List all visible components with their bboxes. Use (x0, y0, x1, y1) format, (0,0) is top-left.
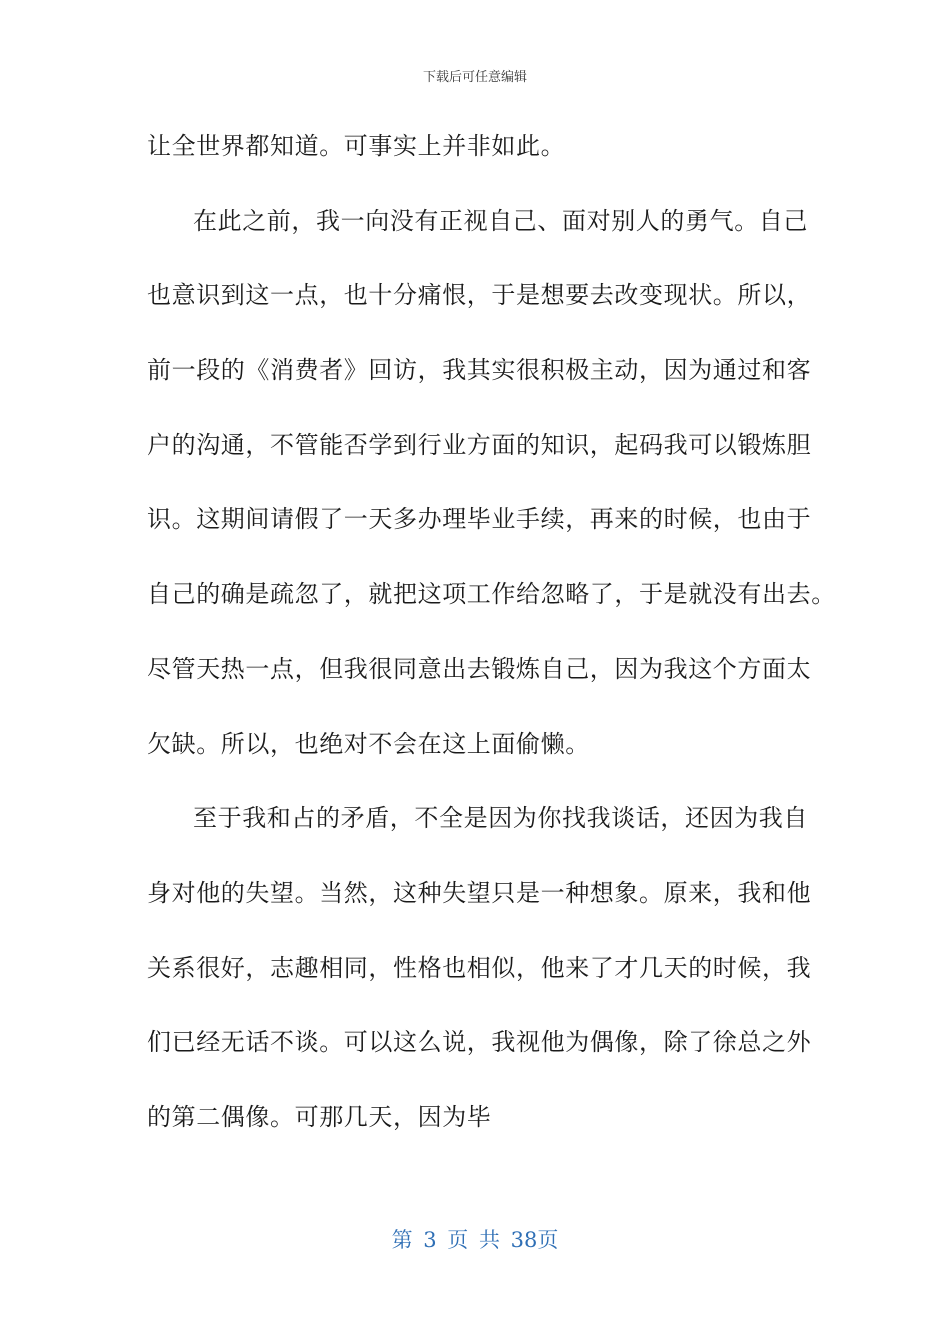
body-line: 欠缺。所以，也绝对不会在这上面偷懒。 (147, 729, 590, 758)
body-line: 前一段的《消费者》回访，我其实很积极主动，因为通过和客 (147, 356, 812, 385)
body-line: 身对他的失望。当然，这种失望只是一种想象。原来，我和他 (147, 878, 812, 907)
document-body (147, 126, 836, 1172)
body-line: 识。这期间请假了一天多办理毕业手续，再来的时候，也由于 (147, 505, 812, 534)
body-line: 尽管天热一点，但我很同意出去锻炼自己，因为我这个方面太 (147, 654, 812, 683)
body-line: 的第二偶像。可那几天，因为毕 (147, 1102, 492, 1131)
body-line: 让全世界都知道。可事实上并非如此。 (147, 132, 566, 160)
page-footer-page-number: 第 3 页 共 38页 (391, 1228, 559, 1252)
body-line: 也意识到这一点，也十分痛恨，于是想要去改变现状。所以， (147, 281, 812, 310)
page-header: 下载后可任意编辑 (422, 70, 527, 85)
body-line: 关系很好，志趣相同，性格也相似，他来了才几天的时候，我 (147, 953, 812, 982)
body-line: 户的沟通，不管能否学到行业方面的知识，起码我可以锻炼胆 (147, 430, 812, 459)
body-line: 们已经无话不谈。可以这么说，我视他为偶像，除了徐总之外 (147, 1028, 812, 1057)
body-line: 在此之前，我一向没有正视自己、面对别人的勇气。自己 (193, 206, 808, 235)
body-line: 自己的确是疏忽了，就把这项工作给忽略了，于是就没有出去。 (147, 580, 836, 609)
body-line: 至于我和占的矛盾，不全是因为你找我谈话，还因为我自 (193, 804, 808, 833)
